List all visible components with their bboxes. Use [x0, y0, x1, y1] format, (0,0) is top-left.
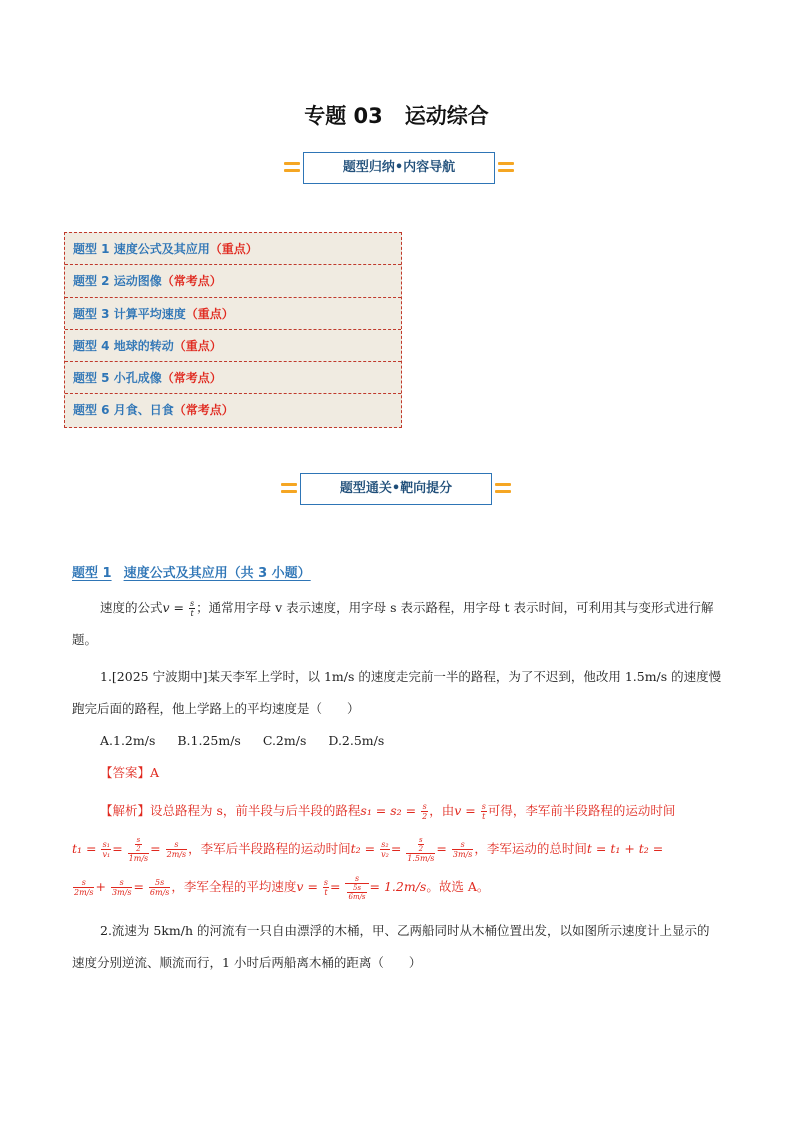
topic-navigation-list	[64, 232, 402, 428]
analysis-text: ，李军后半段路程的运动时间	[188, 841, 351, 856]
section-heading[interactable]	[72, 562, 311, 581]
page-title	[0, 100, 793, 130]
nav-item-label: 题型 4 地球的转动	[73, 338, 174, 353]
answer-value: A	[150, 765, 160, 780]
question-2	[72, 915, 722, 979]
option-c[interactable]: C.2m/s	[262, 733, 307, 748]
title-part1: 专题 03	[304, 104, 383, 128]
math-fraction: $\frac{s}{t}$	[481, 802, 486, 821]
math-expr: t₂ =	[350, 841, 376, 856]
nav-item-label: 题型 2 运动图像	[73, 274, 162, 289]
nav-item[interactable]	[65, 265, 401, 297]
nav-item[interactable]	[65, 298, 401, 330]
nav-item[interactable]	[65, 330, 401, 362]
section-name: 速度公式及其应用（共 3 小题）	[123, 566, 311, 581]
answer-line	[72, 757, 722, 789]
analysis-text: ，李军全程的平均速度	[171, 879, 297, 894]
math-expr: s₁ = s₂ =	[360, 803, 417, 818]
intro-text: ；通常用字母 v 表示速度，用字母 s 表示路程，用字母 t 表示时间，可利用其与变形式进行解题。	[72, 600, 714, 647]
banner-decoration-icon	[281, 482, 297, 496]
nav-item[interactable]	[65, 362, 401, 394]
section-number: 题型 1	[72, 566, 112, 581]
math-fraction: $\frac{s}{3m/s}$	[452, 840, 473, 859]
nav-item-tag: （常考点）	[173, 403, 234, 418]
banner-label: 题型通关•靶向提分	[339, 481, 453, 496]
formula-lhs: v =	[162, 600, 185, 615]
intro-paragraph	[72, 592, 722, 656]
math-fraction: $\frac{\frac{s}{2}}{1m/s}$	[128, 836, 149, 863]
math-expr: v =	[296, 879, 318, 894]
formula-fraction: $\frac{s}{t}$	[190, 599, 195, 618]
banner-practice	[300, 473, 492, 505]
option-d[interactable]: D.2.5m/s	[328, 733, 385, 748]
option-a[interactable]: A.1.2m/s	[100, 733, 156, 748]
math-expr: =	[390, 841, 402, 856]
question-1	[72, 661, 722, 725]
math-expr: t₁ =	[72, 841, 97, 856]
question-text: 2.流速为 5km/h 的河流有一只自由漂浮的木桶，甲、乙两船同时从木桶位置出发，以如图所示速度计上显示的速度分别逆流、顺流而行，1 小时后两船离木桶的距离（ ）	[72, 923, 710, 970]
answer-label: 【答案】	[100, 765, 151, 780]
question-1-options	[72, 725, 722, 757]
intro-text: 速度的公式	[100, 600, 163, 615]
math-expr: =	[112, 841, 123, 856]
nav-item-label: 题型 5 小孔成像	[73, 371, 162, 386]
nav-item-tag: （常考点）	[161, 274, 222, 289]
math-expr: =	[133, 879, 144, 894]
nav-item[interactable]	[65, 394, 401, 426]
nav-item-tag: （重点）	[173, 338, 222, 353]
banner-content-navigation	[303, 152, 495, 184]
math-expr: t = t₁ + t₂ =	[586, 841, 664, 856]
nav-item-label: 题型 1 速度公式及其应用	[73, 242, 210, 256]
analysis-text: ，由	[429, 803, 455, 818]
math-expr: =	[330, 879, 341, 894]
nav-item-tag: （重点）	[185, 306, 234, 321]
analysis-text: 可得，李军前半段路程的运动时间	[487, 803, 676, 818]
banner-label: 题型归纳•内容导航	[342, 160, 456, 175]
math-fraction: $\frac{\frac{s}{2}}{1.5m/s}$	[407, 836, 435, 863]
nav-item[interactable]	[65, 233, 401, 265]
banner-decoration-icon	[498, 161, 514, 175]
math-fraction: $\frac{5s}{6m/s}$	[149, 878, 170, 897]
banner-decoration-icon	[495, 482, 511, 496]
analysis-label: 【解析】	[100, 803, 151, 818]
question-text: 1.[2025 宁波期中]某天李军上学时，以 1m/s 的速度走完前一半的路程，为了不迟到，他改用 1.5m/s 的速度慢跑完后面的路程，他上学路上的平均速度是（ ）	[72, 669, 722, 716]
math-fraction: $\frac{\text{s₁}}{\text{v₁}}$	[102, 840, 111, 859]
analysis-paragraph	[72, 792, 722, 906]
math-fraction: $\frac{s}{\frac{5s}{6m/s}}$	[345, 874, 368, 901]
analysis-text: 。故选 A。	[426, 879, 490, 894]
math-expr: = 1.2m/s	[369, 879, 427, 894]
math-expr: +	[95, 879, 106, 894]
nav-item-label: 题型 3 计算平均速度	[73, 306, 186, 321]
analysis-text: 设总路程为 s，前半段与后半段的路程	[150, 803, 361, 818]
banner-decoration-icon	[284, 161, 300, 175]
analysis-text: ，李军运动的总时间	[474, 841, 587, 856]
nav-item-tag: （常考点）	[161, 371, 222, 386]
math-fraction: $\frac{s}{3m/s}$	[111, 878, 132, 897]
nav-item-tag: （重点）	[209, 242, 258, 256]
option-b[interactable]: B.1.25m/s	[177, 733, 241, 748]
math-fraction: $\frac{s}{t}$	[323, 878, 329, 897]
nav-item-label: 题型 6 月食、日食	[73, 403, 174, 418]
math-expr: =	[150, 841, 161, 856]
math-fraction: $\frac{s}{2m/s}$	[166, 840, 187, 859]
math-fraction: $\frac{\text{s₂}}{\text{v₂}}$	[381, 840, 389, 859]
title-part2: 运动综合	[404, 104, 489, 128]
math-expr: v =	[454, 803, 476, 818]
math-fraction: $\frac{s}{2}$	[422, 802, 428, 821]
math-expr: =	[436, 841, 447, 856]
math-fraction: $\frac{s}{2m/s}$	[74, 878, 94, 897]
